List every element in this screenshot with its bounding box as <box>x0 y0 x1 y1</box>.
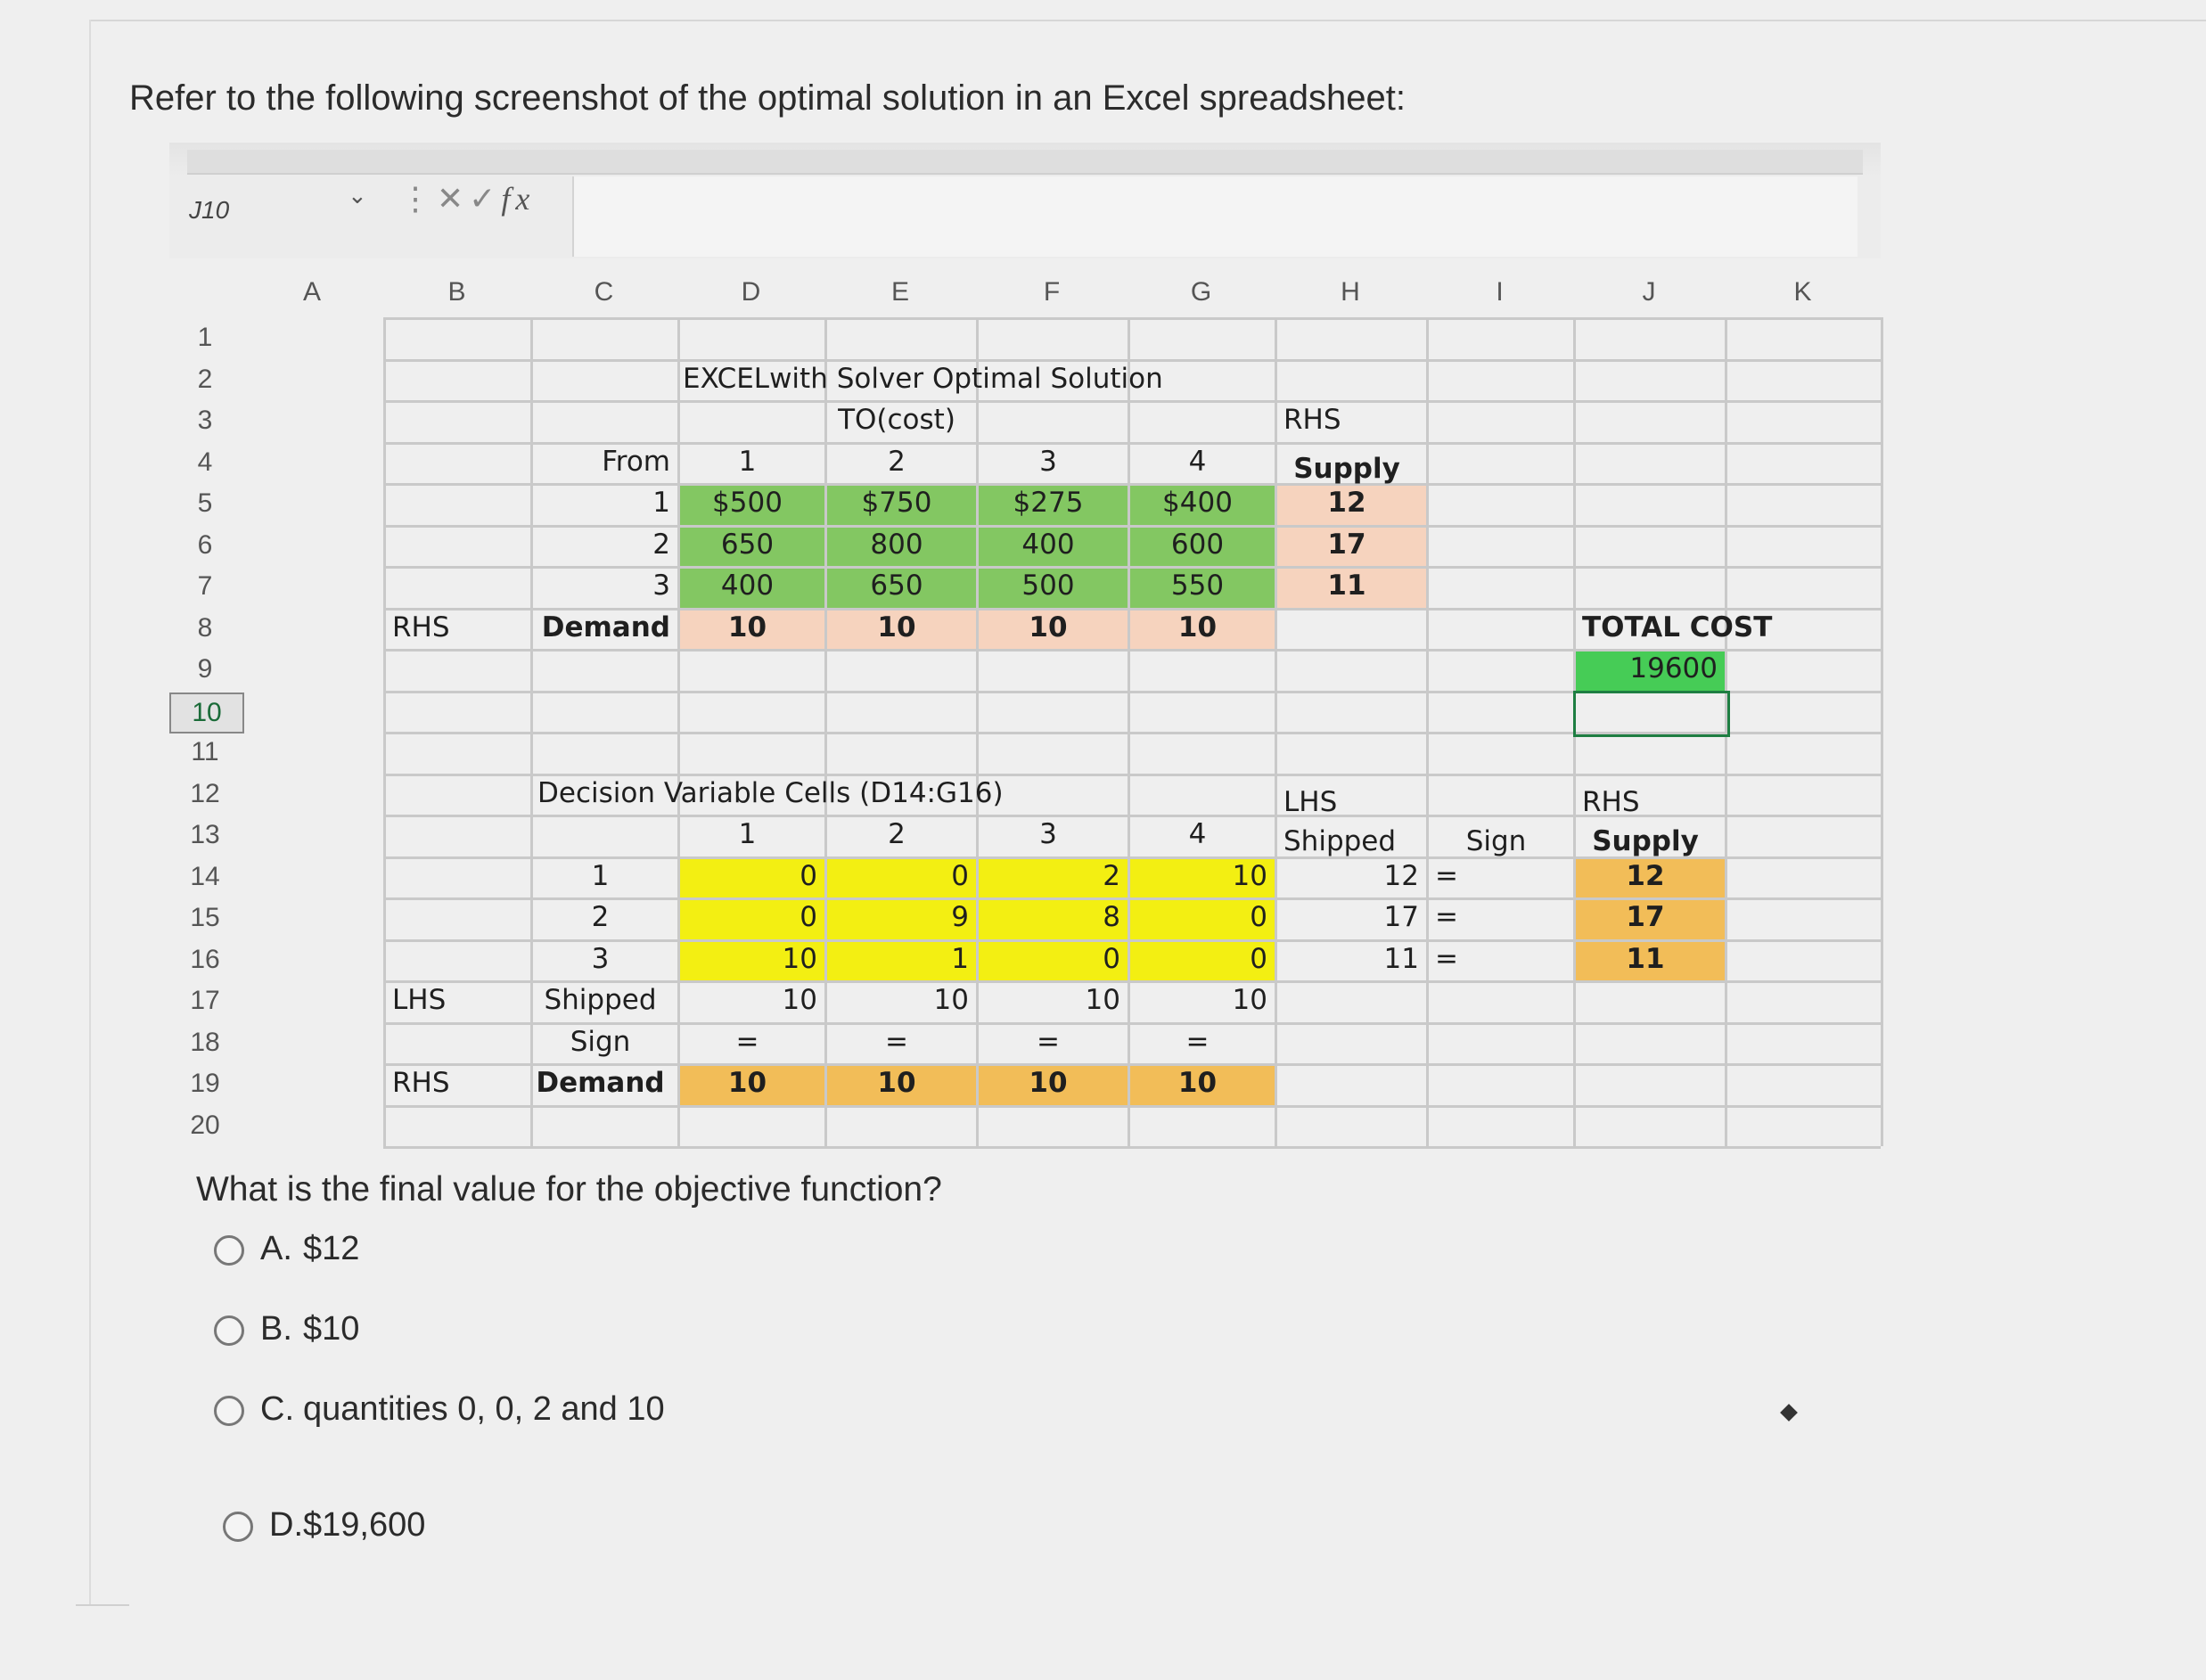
gridline <box>1275 317 1277 1146</box>
enter-icon[interactable]: ✓ <box>469 180 502 217</box>
question-text: Refer to the following screenshot of the optimal solution in an Excel spreadsheet: <box>129 78 1406 118</box>
destination-header[interactable]: 4 <box>1188 818 1207 850</box>
column-header-e[interactable]: E <box>890 277 909 307</box>
decision-cell[interactable]: 0 <box>800 901 817 933</box>
demand-value[interactable]: 10 <box>877 1067 916 1099</box>
cost-cell[interactable]: 500 <box>1021 570 1075 602</box>
demand-value[interactable]: 10 <box>727 611 767 643</box>
option-text: $12 <box>303 1230 360 1267</box>
cancel-icon[interactable]: ✕ <box>437 180 470 217</box>
row-header-11[interactable]: 11 <box>191 737 219 766</box>
row-header-5[interactable]: 5 <box>197 488 213 518</box>
decision-cell[interactable]: 2 <box>1103 859 1120 892</box>
demand-sign[interactable]: = <box>1185 1025 1210 1058</box>
column-header-f[interactable]: F <box>1043 277 1061 307</box>
page-divider-bottom <box>76 1604 129 1606</box>
page-divider-top <box>89 20 2206 21</box>
option-text: $19,600 <box>303 1506 426 1544</box>
lhs-row-label[interactable]: LHS <box>392 984 447 1016</box>
rhs-supply-value[interactable]: 11 <box>1626 942 1665 975</box>
decision-cell[interactable]: 8 <box>1103 901 1120 933</box>
formula-bar <box>169 143 1881 258</box>
more-icon[interactable]: ⋮ <box>399 180 437 217</box>
radio-button[interactable] <box>214 1235 244 1266</box>
from-label[interactable]: From <box>602 445 670 478</box>
source-label[interactable]: 1 <box>652 487 670 519</box>
shipped-value[interactable]: 10 <box>782 984 817 1016</box>
gridline <box>383 317 386 1146</box>
decision-cell[interactable]: 1 <box>951 942 969 975</box>
total-cost-label[interactable]: TOTAL COST <box>1582 611 1773 643</box>
rhs-supply-value[interactable]: 12 <box>1626 859 1665 892</box>
lhs-shipped-value[interactable]: 12 <box>1383 859 1419 892</box>
cost-cell[interactable]: 600 <box>1170 528 1225 561</box>
gridline <box>383 939 1881 942</box>
cost-cell[interactable]: $275 <box>1013 487 1084 519</box>
gridline <box>1881 317 1883 1146</box>
gridline <box>383 400 1881 403</box>
gridline <box>1426 317 1429 1146</box>
gridline <box>383 897 1881 900</box>
row-header-6[interactable]: 6 <box>197 529 213 560</box>
row-header-20[interactable]: 20 <box>190 1110 220 1140</box>
decision-cell[interactable]: 0 <box>951 859 969 892</box>
gridline <box>976 317 979 1146</box>
row-header-12[interactable]: 12 <box>190 778 220 808</box>
source-label[interactable]: 3 <box>652 570 670 602</box>
option-letter: A. <box>260 1230 292 1267</box>
row-header-13[interactable]: 13 <box>190 820 220 849</box>
demand-value[interactable]: 10 <box>1177 611 1218 643</box>
cost-cell[interactable]: $400 <box>1162 487 1233 519</box>
total-cost-value[interactable]: 19600 <box>1629 652 1718 684</box>
gridline <box>383 442 1881 445</box>
cost-cell[interactable]: 650 <box>720 528 775 561</box>
source-label[interactable]: 2 <box>652 528 670 561</box>
decision-cell[interactable]: 0 <box>1250 942 1267 975</box>
formula-input[interactable] <box>572 176 1857 257</box>
gridline <box>824 317 827 1146</box>
column-header-d[interactable]: D <box>741 277 761 307</box>
row-header-16[interactable]: 16 <box>190 944 220 974</box>
selected-cell-j10[interactable] <box>1573 691 1730 738</box>
cost-cell[interactable]: 400 <box>1021 528 1075 561</box>
row-header-2[interactable]: 2 <box>197 364 213 394</box>
rhs-label[interactable]: RHS <box>1283 404 1341 436</box>
decision-cell[interactable]: 9 <box>951 901 969 933</box>
row-header-4[interactable]: 4 <box>197 447 213 477</box>
option-letter: C. <box>260 1390 294 1428</box>
row-header-7[interactable]: 7 <box>197 571 213 601</box>
chevron-down-icon[interactable]: ⌄ <box>348 182 367 209</box>
excel-screenshot <box>169 143 1881 1159</box>
column-header-i[interactable]: I <box>1496 277 1504 307</box>
destination-header[interactable]: 1 <box>738 445 757 478</box>
rhs-header[interactable]: RHS <box>1582 785 1640 818</box>
ribbon-strip <box>187 150 1863 175</box>
option-letter: D. <box>269 1506 303 1544</box>
radio-button[interactable] <box>214 1315 244 1346</box>
destination-header[interactable]: 4 <box>1188 445 1207 478</box>
lhs-shipped-value[interactable]: 11 <box>1383 942 1419 975</box>
gridline <box>1128 317 1130 1146</box>
shipped-header[interactable]: Shipped <box>1283 825 1397 857</box>
demand-label[interactable]: Demand <box>541 611 670 643</box>
cost-cell[interactable]: 800 <box>870 528 923 561</box>
gridline <box>383 1105 1881 1108</box>
supply-value[interactable]: 11 <box>1327 570 1366 602</box>
supply-header[interactable]: Supply <box>1592 825 1699 857</box>
radio-button[interactable] <box>214 1396 244 1426</box>
demand-value[interactable]: 10 <box>877 611 916 643</box>
cursor-icon <box>1780 1404 1798 1422</box>
cost-cell[interactable]: $750 <box>861 487 932 519</box>
rhs-supply-value[interactable]: 17 <box>1626 901 1665 933</box>
destination-header[interactable]: 2 <box>888 445 906 478</box>
destination-header[interactable]: 3 <box>1039 818 1057 850</box>
gridline <box>383 1063 1881 1066</box>
demand-value[interactable]: 10 <box>1029 1067 1068 1099</box>
decision-variable-title: Decision Variable Cells (D14:G16) <box>537 776 1004 809</box>
spreadsheet-grid[interactable] <box>169 267 1881 1159</box>
radio-button[interactable] <box>223 1512 253 1542</box>
cost-cell[interactable]: 550 <box>1170 570 1225 602</box>
row-header-8[interactable]: 8 <box>197 612 213 643</box>
supply-value[interactable]: 17 <box>1327 528 1366 561</box>
decision-cell[interactable]: 10 <box>782 942 817 975</box>
demand-sign[interactable]: = <box>885 1025 908 1058</box>
row-header-18[interactable]: 18 <box>190 1027 220 1057</box>
source-label[interactable]: 2 <box>591 901 610 933</box>
demand-value[interactable]: 10 <box>727 1067 767 1099</box>
rhs-row-label[interactable]: RHS <box>392 1067 450 1099</box>
gridline <box>383 608 1881 611</box>
row-header-14[interactable]: 14 <box>190 861 220 891</box>
gridline <box>677 317 680 1146</box>
cost-cell[interactable]: 400 <box>720 570 775 602</box>
option-text: $10 <box>303 1310 360 1348</box>
decision-cell[interactable]: 0 <box>800 859 817 892</box>
constraint-sign[interactable]: = <box>1435 859 1458 892</box>
lhs-shipped-value[interactable]: 17 <box>1383 901 1419 933</box>
demand-value[interactable]: 10 <box>1029 611 1068 643</box>
row-header-17[interactable]: 17 <box>190 986 220 1015</box>
column-header-c[interactable]: C <box>594 277 614 307</box>
gridline <box>383 359 1881 362</box>
gridline <box>383 1022 1881 1025</box>
column-header-k[interactable]: K <box>1793 277 1812 307</box>
to-cost-label[interactable]: TO(cost) <box>838 404 955 436</box>
gridline <box>383 566 1881 569</box>
row-header-3[interactable]: 3 <box>197 406 213 435</box>
demand-sign[interactable]: = <box>735 1025 759 1058</box>
column-header-j[interactable]: J <box>1642 277 1656 307</box>
demand-value[interactable]: 10 <box>1177 1067 1218 1099</box>
table-title: EXCELwith Solver Optimal Solution <box>683 362 1163 395</box>
option-text: quantities 0, 0, 2 and 10 <box>303 1390 665 1428</box>
source-label[interactable]: 1 <box>591 859 610 892</box>
shipped-value[interactable]: 10 <box>933 984 969 1016</box>
gridline <box>383 317 1881 320</box>
page-divider-left <box>89 20 91 1606</box>
destination-header[interactable]: 2 <box>888 818 906 850</box>
cost-cell[interactable]: $500 <box>712 487 783 519</box>
function-icon[interactable]: fx <box>501 181 536 217</box>
column-header-h[interactable]: H <box>1341 277 1360 307</box>
destination-header[interactable]: 1 <box>738 818 757 850</box>
prompt-text: What is the final value for the objective function? <box>196 1170 942 1209</box>
name-box[interactable]: J10 <box>189 196 230 224</box>
supply-value[interactable]: 12 <box>1327 487 1366 519</box>
row-header-15[interactable]: 15 <box>190 903 220 932</box>
gridline <box>383 980 1881 983</box>
gridline <box>383 525 1881 528</box>
row-header-9[interactable]: 9 <box>197 654 213 684</box>
column-header-a[interactable]: A <box>302 277 321 307</box>
demand-sign[interactable]: = <box>1037 1025 1060 1058</box>
gridline <box>383 649 1881 652</box>
supply-header[interactable]: Supply <box>1293 452 1400 485</box>
destination-header[interactable]: 3 <box>1039 445 1057 478</box>
sign-header[interactable]: Sign <box>1465 825 1527 857</box>
constraint-sign[interactable]: = <box>1435 901 1458 933</box>
demand-label[interactable]: Demand <box>536 1067 665 1099</box>
column-header-g[interactable]: G <box>1190 277 1212 307</box>
rhs-row-label[interactable]: RHS <box>392 611 450 643</box>
gridline <box>383 1146 1881 1149</box>
gridline <box>530 317 533 1146</box>
decision-cell[interactable]: 0 <box>1250 901 1267 933</box>
row-header-10[interactable]: 10 <box>169 692 244 734</box>
gridline <box>383 774 1881 776</box>
shipped-label[interactable]: Shipped <box>544 984 657 1016</box>
cost-cell[interactable]: 650 <box>870 570 923 602</box>
decision-cell[interactable]: 10 <box>1232 859 1267 892</box>
constraint-sign[interactable]: = <box>1435 942 1458 975</box>
decision-cell[interactable]: 0 <box>1103 942 1120 975</box>
sign-label[interactable]: Sign <box>570 1025 631 1058</box>
shipped-value[interactable]: 10 <box>1232 984 1267 1016</box>
formula-bar-icons <box>399 180 535 217</box>
row-header-19[interactable]: 19 <box>190 1069 220 1098</box>
lhs-header[interactable]: LHS <box>1283 785 1338 818</box>
shipped-value[interactable]: 10 <box>1085 984 1120 1016</box>
gridline <box>383 483 1881 486</box>
column-header-b[interactable]: B <box>447 277 466 307</box>
row-header-1[interactable]: 1 <box>197 323 213 352</box>
option-letter: B. <box>260 1310 292 1348</box>
source-label[interactable]: 3 <box>591 942 610 975</box>
